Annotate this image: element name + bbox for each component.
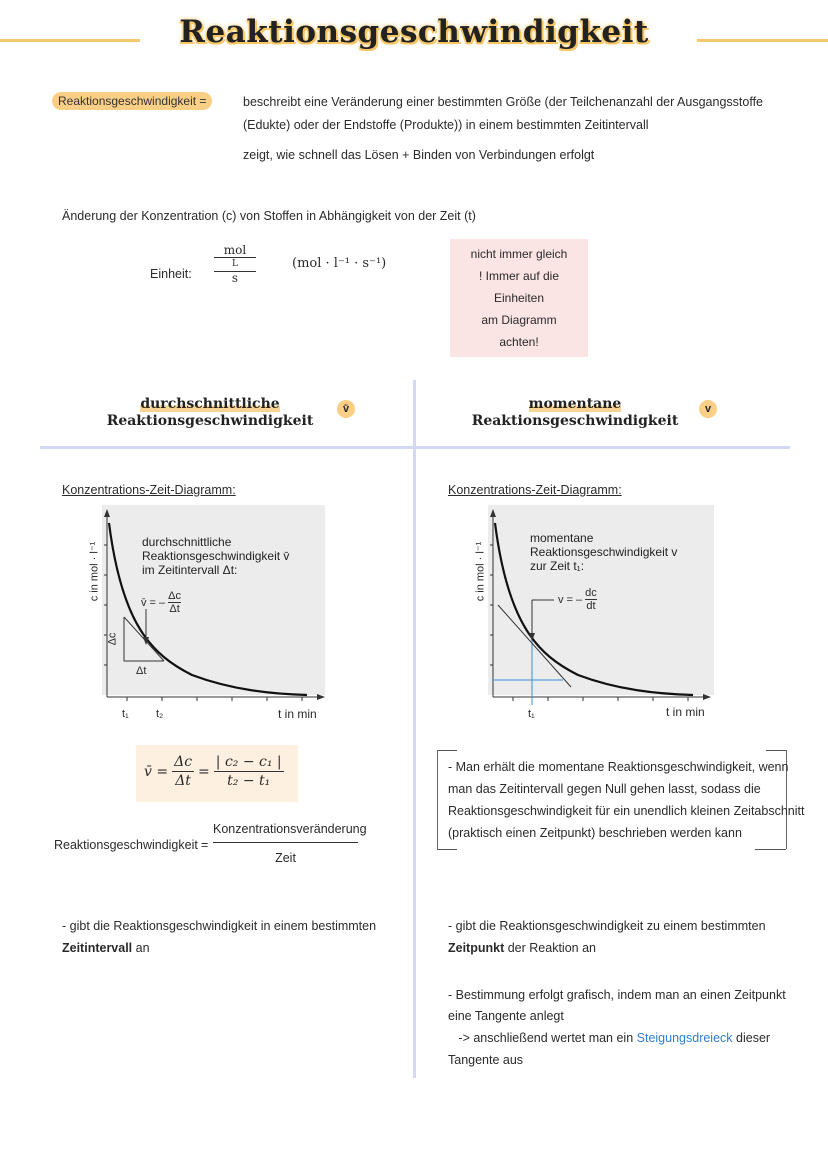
right-chart-text-2: Reaktionsgeschwindigkeit v [530,545,678,559]
left-t2-label: t₂ [156,708,164,720]
left-x-ticks [127,697,302,701]
avg-rate-badge: v̄ [337,400,355,418]
note-line-1: nicht immer gleich [470,247,568,261]
avg-formula-den: Δt [175,773,191,789]
left-t1-label: t₁ [122,708,129,720]
note-line-2: ! Immer auf die Einheiten [478,269,560,305]
left-chart-formula-num: Δc [168,590,182,602]
rate-numerator: Konzentrationsveränderung [213,818,358,843]
rate-label: Reaktionsgeschwindigkeit [54,838,198,852]
left-bullet-line-2 [62,937,150,959]
left-heading-line-1: durchschnittliche [140,396,280,412]
rate-fraction [213,818,367,869]
steigungsdreieck-link[interactable]: Steigungsdreieck [636,1031,733,1045]
rate-denominator: Zeit [275,851,296,865]
right-bullet-2-pre: -> anschließend wertet man ein [448,1031,637,1045]
right-bullet-2-line-3 [448,1027,770,1049]
right-bullet-1-rest: der Reaktion an [504,941,596,955]
definition-line-1: beschreibt eine Veränderung einer bestimmten Größe (der Teilchenanzahl der Ausgangsstoffe [243,95,763,109]
avg-formula [144,753,284,790]
avg-formula-lhs: v̄ = [144,763,169,780]
right-explanation-box [437,750,805,849]
right-chart-formula-den: dt [586,600,596,612]
left-delta-t: Δt [136,665,147,677]
right-chart-formula-lhs: v = – [558,593,583,606]
left-diagram-title: Konzentrations-Zeit-Diagramm: [62,483,236,497]
unit-mid: L [214,257,256,271]
right-y-arrow [490,509,496,517]
left-bullet-rest: an [132,941,150,955]
left-bullet-line-1: - gibt die Reaktionsgeschwindigkeit in einem bestimmten [62,919,377,933]
right-bullet-2-line-4: Tangente aus [448,1053,524,1067]
inst-rate-badge: v [699,400,717,418]
left-chart [82,505,330,725]
unit-numerator: mol [223,243,247,257]
note-line-3: am Diagramm achten! [481,313,557,349]
left-chart-text-2: Reaktionsgeschwindigkeit v̄ [142,549,290,563]
avg-rate-formula-box [136,745,298,802]
right-bullet-1-line-2 [448,937,596,959]
right-bullet-2-line-2: eine Tangente anlegt [448,1009,564,1023]
right-x-label: t in min [666,705,705,719]
left-chart-text-3: im Zeitintervall Δt: [142,563,238,577]
header-divider [40,446,790,449]
avg-formula-eq: = [198,763,210,780]
right-box-line-3: Reaktionsgeschwindigkeit für ein unendlich kleinen Zeitabschnitt [448,804,805,818]
unit-alt: (mol · l⁻¹ · s⁻¹) [292,256,387,271]
right-diagram-title: Konzentrations-Zeit-Diagramm: [448,483,622,497]
right-bullet-2-post: dieser [732,1031,771,1045]
left-chart-formula-lhs: v̄ = – [141,596,166,609]
right-bullet-1-line-1: - gibt die Reaktionsgeschwindigkeit zu einem bestimmten [448,919,766,933]
left-chart-formula-den: Δt [169,603,180,615]
left-bullet-bold: Zeitintervall [62,941,133,955]
unit-fraction [214,244,256,285]
avg-formula-num2: | c₂ − c₁ | [215,754,282,770]
right-x-ticks [513,697,688,701]
right-heading [455,396,695,430]
page-title: Reaktionsgeschwindigkeit [179,14,649,50]
right-chart [468,505,716,725]
left-heading [90,396,330,430]
right-box-line-4: (praktisch einen Zeitpunkt) beschrieben werden kann [448,826,742,840]
right-chart-formula [558,587,597,612]
left-delta-c: Δc [106,632,119,646]
definition-line-3: zeigt, wie schnell das Lösen + Binden von Verbindungen erfolgt [243,148,595,162]
left-chart-text [142,535,289,577]
right-y-label: c in mol · l⁻¹ [474,541,487,602]
unit-label: Einheit: [150,267,192,281]
definition-term: Reaktionsgeschwindigkeit = [52,92,212,110]
left-y-arrow [104,509,110,517]
left-chart-text-1: durchschnittliche [142,535,232,549]
definition-line-2: (Edukte) oder der Endstoffe (Produkte)) in einem bestimmten Zeitintervall [243,118,649,132]
left-x-label: t in min [278,707,317,721]
left-y-label: c in mol · l⁻¹ [88,541,101,602]
concentration-text: Änderung der Konzentration (c) von Stoffen in Abhängigkeit von der Zeit (t) [62,209,476,223]
right-bullet-1-bold: Zeitpunkt [448,941,505,955]
right-heading-line-1: momentane [528,396,622,412]
rate-eq: = [201,838,209,852]
left-x-arrow [317,694,325,700]
right-box-line-2: man das Zeitintervall gegen Null gehen lasst, sodass die [448,782,761,796]
right-chart-text-3: zur Zeit t₁: [530,559,585,573]
right-chart-text [530,531,677,573]
column-divider [413,380,416,1078]
avg-formula-num: Δc [174,754,193,770]
right-chart-formula-num: dc [585,587,597,599]
right-x-arrow [703,694,711,700]
right-heading-line-2: Reaktionsgeschwindigkeit [471,413,679,429]
right-chart-text-1: momentane [530,531,594,545]
right-bullet-2-line-1: - Bestimmung erfolgt grafisch, indem man an einen Zeitpunkt [448,988,786,1002]
unit-warning-note [450,239,588,357]
right-t1-label: t₁ [528,708,535,720]
right-tangent-line [498,605,571,687]
unit-denominator: s [214,271,256,285]
right-box-line-1: - Man erhält die momentane Reaktionsgeschwindigkeit, wenn [448,760,789,774]
avg-formula-den2: t₂ − t₁ [227,773,271,789]
left-heading-line-2: Reaktionsgeschwindigkeit [106,413,314,429]
left-chart-formula [141,590,181,615]
right-box-botline [437,849,457,850]
right-box-botline-r [755,849,786,850]
